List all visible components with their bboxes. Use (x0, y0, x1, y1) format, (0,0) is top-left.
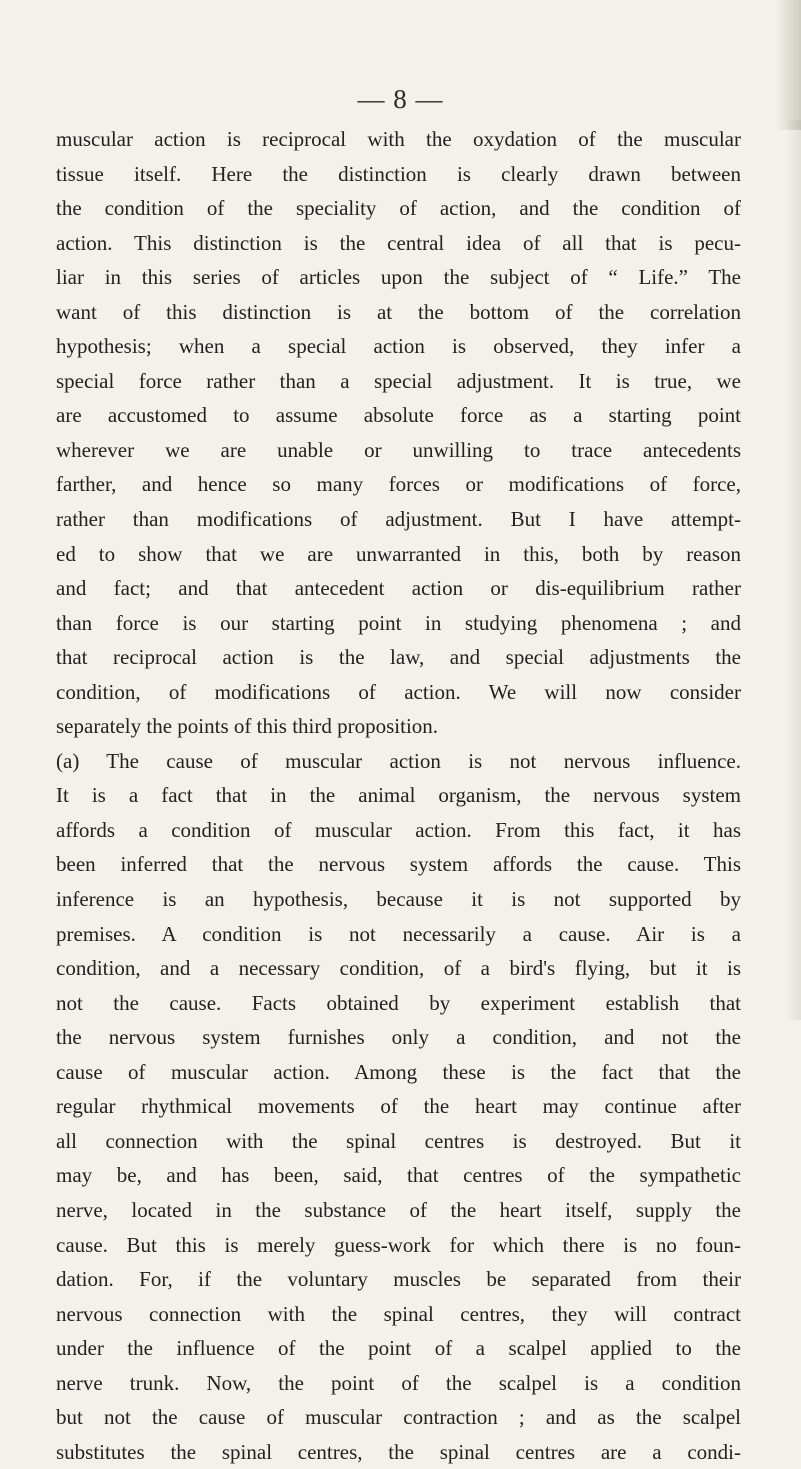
text-line: cause of muscular action. Among these is the fact that the (56, 1059, 741, 1084)
page-edge-shadow-lower (785, 120, 801, 1020)
text-line: the condition of the speciality of action, and the condition of (56, 196, 741, 221)
text-line: affords a condition of muscular action. From this fact, it has (56, 817, 741, 842)
text-line: all connection with the spinal centres is destroyed. But it (56, 1128, 741, 1153)
text-line: ed to show that we are unwarranted in this, both by reason (56, 541, 741, 566)
text-line: not the cause. Facts obtained by experiment establish that (56, 990, 741, 1015)
text-line: and fact; and that antecedent action or dis-equilibrium rather (56, 576, 741, 601)
text-line: inference is an hypothesis, because it is not supported by (56, 887, 741, 912)
text-line: condition, of modifications of action. We will now consider (56, 679, 741, 704)
text-line: regular rhythmical movements of the heart may continue after (56, 1094, 741, 1119)
text-line: special force rather than a special adjustment. It is true, we (56, 368, 741, 393)
text-line: premises. A condition is not necessarily a cause. Air is a (56, 921, 741, 946)
text-line: dation. For, if the voluntary muscles be separated from their (56, 1267, 741, 1292)
text-line: nerve, located in the substance of the heart itself, supply the (56, 1197, 741, 1222)
text-line: It is a fact that in the animal organism, the nervous system (56, 783, 741, 808)
text-line: separately the points of this third proposition. (56, 714, 439, 739)
text-line: wherever we are unable or unwilling to trace antecedents (56, 437, 741, 462)
text-line: cause. But this is merely guess-work for which there is no foun- (56, 1232, 741, 1257)
text-line: that reciprocal action is the law, and special adjustments the (56, 645, 741, 670)
text-line: tissue itself. Here the distinction is clearly drawn between (56, 161, 741, 186)
text-line: are accustomed to assume absolute force as a starting point (56, 403, 741, 428)
text-line: substitutes the spinal centres, the spinal centres are a condi- (56, 1439, 741, 1464)
text-line: condition, and a necessary condition, of a bird's flying, but it is (56, 956, 741, 981)
text-line: nerve trunk. Now, the point of the scalpel is a condition (56, 1370, 741, 1395)
text-line: farther, and hence so many forces or modifications of force, (56, 472, 741, 497)
text-line: rather than modifications of adjustment. But I have attempt- (56, 507, 741, 532)
text-line: than force is our starting point in studying phenomena ; and (56, 610, 741, 635)
page-number: — 8 — (357, 84, 444, 114)
text-line: but not the cause of muscular contraction ; and as the scalpel (56, 1405, 741, 1430)
text-line: been inferred that the nervous system affords the cause. This (56, 852, 741, 877)
text-line: under the influence of the point of a scalpel applied to the (56, 1336, 741, 1361)
body-text (56, 122, 741, 1469)
text-line: want of this distinction is at the bottom of the correlation (56, 299, 741, 324)
text-line: hypothesis; when a special action is observed, they infer a (56, 334, 741, 359)
text-line: may be, and has been, said, that centres of the sympathetic (56, 1163, 741, 1188)
text-line: nervous connection with the spinal centres, they will contract (56, 1301, 741, 1326)
text-line: muscular action is reciprocal with the oxydation of the muscular (56, 127, 741, 151)
text-line: action. This distinction is the central idea of all that is pecu- (56, 230, 741, 255)
text-line: (a) The cause of muscular action is not nervous influence. (56, 748, 741, 773)
text-line: the nervous system furnishes only a condition, and not the (56, 1025, 741, 1050)
text-line: liar in this series of articles upon the subject of “ Life.” The (56, 265, 741, 290)
